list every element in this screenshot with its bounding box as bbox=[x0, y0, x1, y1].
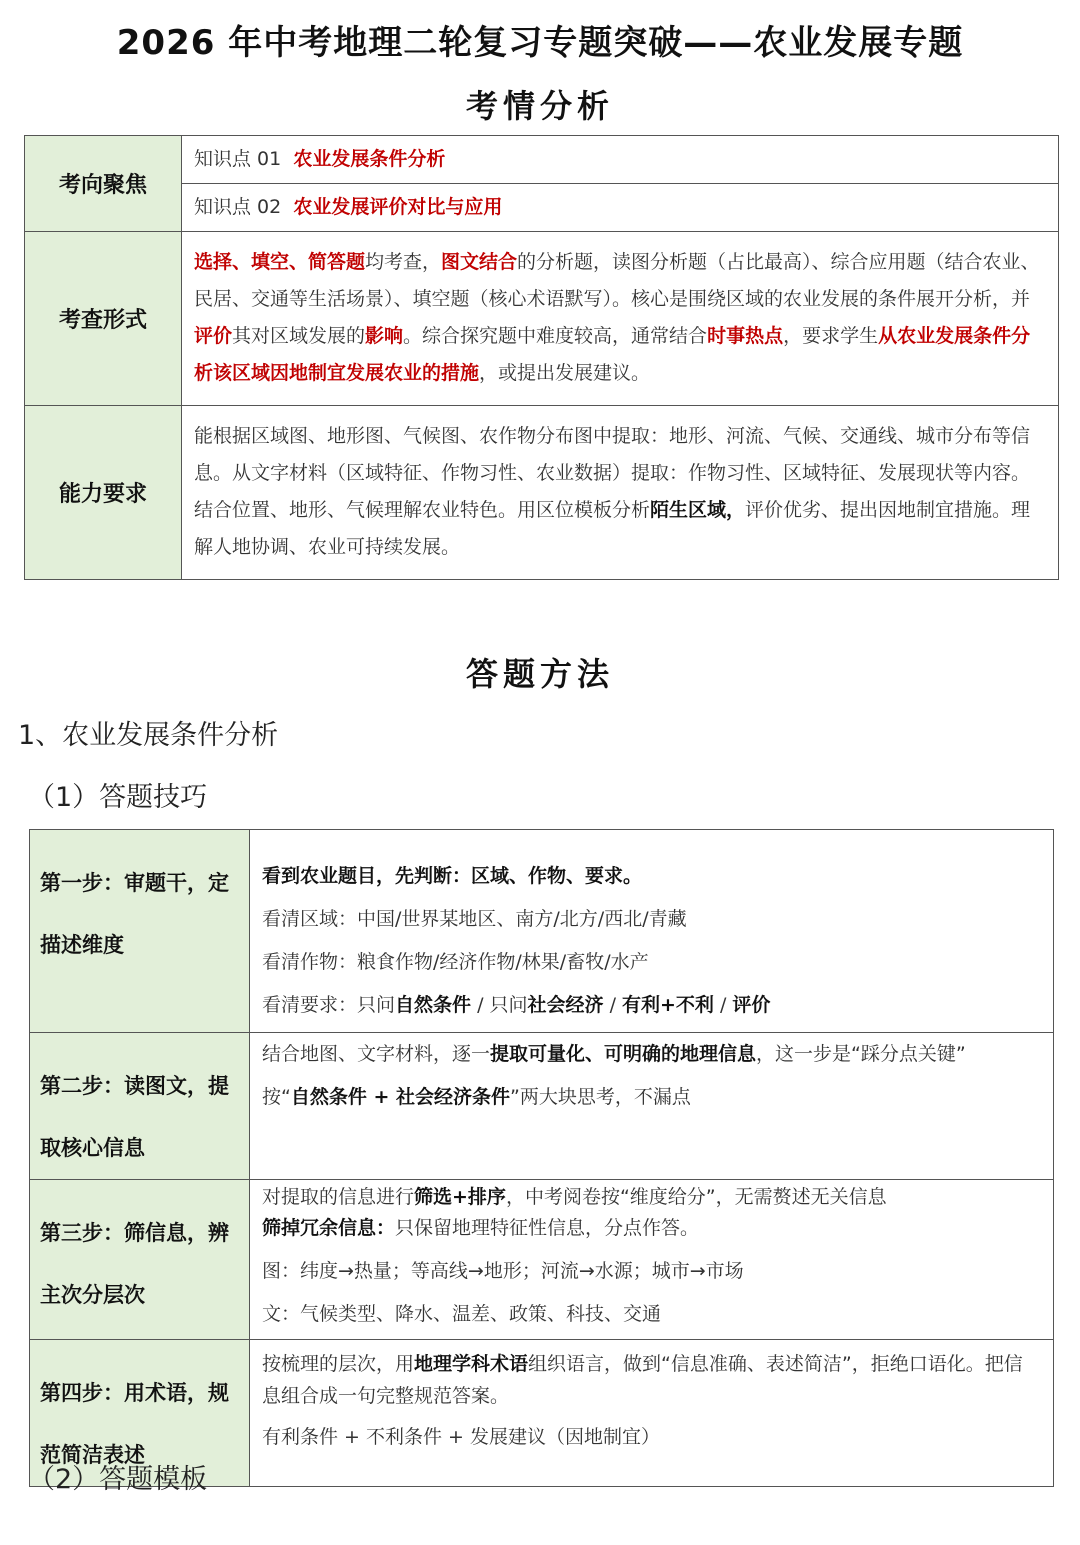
page-title: 2026 年中考地理二轮复习专题突破——农业发展专题 bbox=[116, 23, 964, 63]
step-row bbox=[30, 1180, 1054, 1340]
step-label: 第二步：读图文，提取核心信息 bbox=[30, 1033, 250, 1180]
knowledge-point-2: 知识点 02 农业发展评价对比与应用 bbox=[182, 184, 1059, 232]
step-row bbox=[30, 1033, 1054, 1180]
ability-label: 能力要求 bbox=[25, 406, 182, 580]
subsection-1-title: （1）答题技巧 bbox=[28, 782, 208, 813]
step-row bbox=[30, 830, 1054, 1033]
step-label: 第四步：用术语，规范简洁表述 bbox=[30, 1340, 250, 1487]
knowledge-point-1: 知识点 01 农业发展条件分析 bbox=[182, 136, 1059, 184]
step-content: 按梳理的层次，用地理学科术语组织语言，做到“信息准确、表述简洁”，拒绝口语化。把信息组合成一句完整规范答案。 有利条件 + 不利条件 + 发展建议（因地制宜） bbox=[250, 1340, 1054, 1487]
ability-content: 能根据区域图、地形图、气候图、农作物分布图中提取：地形、河流、气候、交通线、城市分布等信息。从文字材料（区域特征、作物习性、农业数据）提取：作物习性、区域特征、发展现状等内容。结合位置、地形、气候理解农业特色。用区位模板分析陌生区域，评价优劣、提出因地制宜措施。理解人地协调、农业可持续发展。 bbox=[182, 406, 1059, 580]
format-label: 考查形式 bbox=[25, 232, 182, 406]
analysis-heading: 考情分析 bbox=[465, 87, 614, 125]
subsection-2-title: （2）答题模板 bbox=[28, 1464, 208, 1495]
analysis-table bbox=[24, 135, 1059, 580]
section-1-title: 1、农业发展条件分析 bbox=[18, 720, 279, 751]
step-label: 第三步：筛信息，辨主次分层次 bbox=[30, 1180, 250, 1340]
step-content: 对提取的信息进行筛选+排序，中考阅卷按“维度给分”，无需赘述无关信息 筛掉冗余信息：只保留地理特征性信息，分点作答。 图：纬度→热量；等高线→地形；河流→水源；城市→市场 文：气候类型、降水、温差、政策、科技、交通 bbox=[250, 1180, 1054, 1340]
focus-label: 考向聚焦 bbox=[25, 136, 182, 232]
step-content: 看到农业题目，先判断：区域、作物、要求。 看清区域：中国/世界某地区、南方/北方/西北/青藏 看清作物：粮食作物/经济作物/林果/畜牧/水产 看清要求：只问自然条件 / 只问社会经济 / 有利+不利 / 评价 bbox=[250, 830, 1054, 1033]
step-content: 结合地图、文字材料，逐一提取可量化、可明确的地理信息，这一步是“踩分点关键” 按“自然条件 + 社会经济条件”两大块思考，不漏点 bbox=[250, 1033, 1054, 1180]
format-content: 选择、填空、简答题均考查，图文结合的分析题，读图分析题（占比最高）、综合应用题（结合农业、民居、交通等生活场景）、填空题（核心术语默写）。核心是围绕区域的农业发展的条件展开分析，并评价其对区域发展的影响。综合探究题中难度较高，通常结合时事热点，要求学生从农业发展条件分析该区域因地制宜发展农业的措施，或提出发展建议。 bbox=[182, 232, 1059, 406]
step-label: 第一步：审题干，定描述维度 bbox=[30, 830, 250, 1033]
steps-table bbox=[29, 829, 1054, 1487]
method-heading: 答题方法 bbox=[465, 655, 614, 693]
